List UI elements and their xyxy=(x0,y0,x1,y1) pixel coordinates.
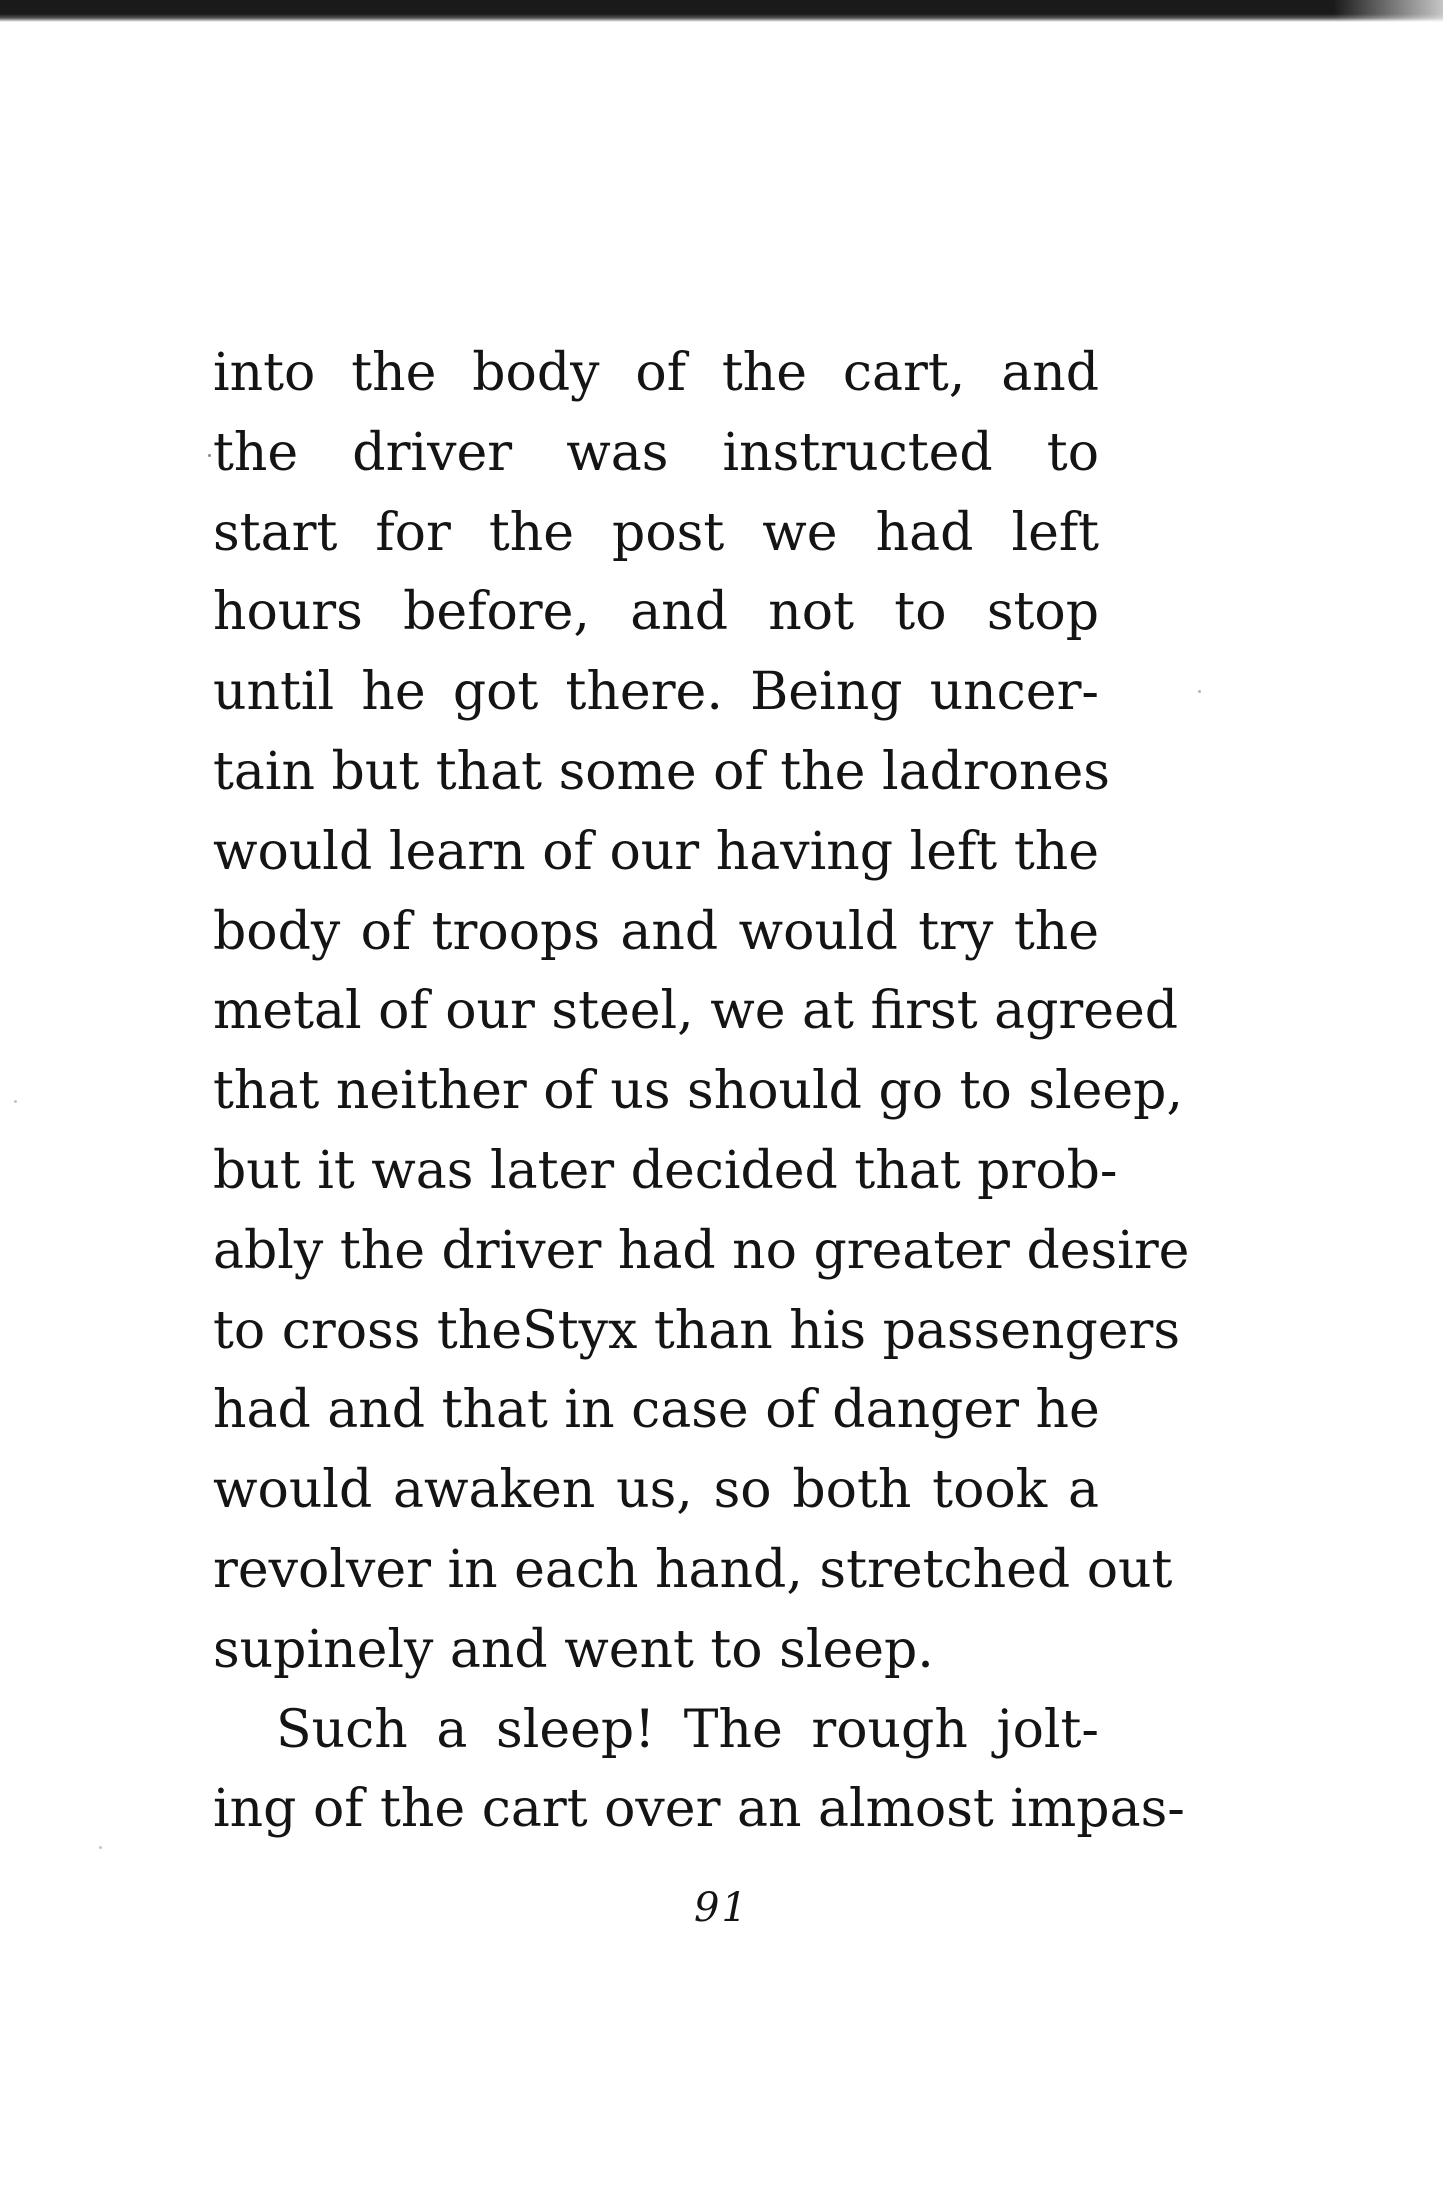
text-line: into the body of the cart, and xyxy=(213,343,1099,403)
scan-speck xyxy=(208,454,211,457)
text-line: revolver in each hand, stretched out xyxy=(213,1539,1173,1600)
text-line: ably the driver had no greater desire xyxy=(213,1220,1190,1281)
text-line: body of troops and would try the xyxy=(213,901,1099,962)
text-line: until he got there. Being uncer- xyxy=(213,662,1099,723)
text-line: that neither of us should go to sleep, xyxy=(213,1061,1183,1122)
text-line: had and that in case of danger he xyxy=(213,1380,1100,1441)
scan-speck xyxy=(99,1846,102,1849)
text-line: the driver was instructed to xyxy=(213,422,1099,483)
text-line: Such a sleep! The rough jolt- xyxy=(276,1699,1099,1760)
text-line: tain but that some of the ladrones xyxy=(213,741,1110,802)
text-line: hours before, and not to stop xyxy=(213,582,1099,643)
page-number: 91 xyxy=(694,1885,749,1931)
text-line: supinely and went to sleep. xyxy=(213,1619,934,1680)
text-line: start for the post we had left xyxy=(213,502,1099,563)
text-line: to cross theStyx than his passengers xyxy=(213,1300,1181,1361)
text-line: ing of the cart over an almost impas- xyxy=(213,1779,1185,1840)
page-body-text xyxy=(213,334,1190,1850)
text-line: but it was later decided that prob- xyxy=(213,1140,1118,1201)
text-line: metal of our steel, we at first agreed xyxy=(213,981,1179,1042)
scan-speck xyxy=(1198,690,1201,693)
paragraph-1 xyxy=(213,334,1190,1691)
text-line: would awaken us, so both took a xyxy=(213,1460,1099,1521)
top-edge-fade xyxy=(1333,0,1443,22)
paragraph-2 xyxy=(213,1691,1185,1851)
scan-speck xyxy=(14,1100,17,1103)
top-edge-scan-border xyxy=(0,0,1443,22)
text-line: would learn of our having left the xyxy=(213,821,1099,882)
